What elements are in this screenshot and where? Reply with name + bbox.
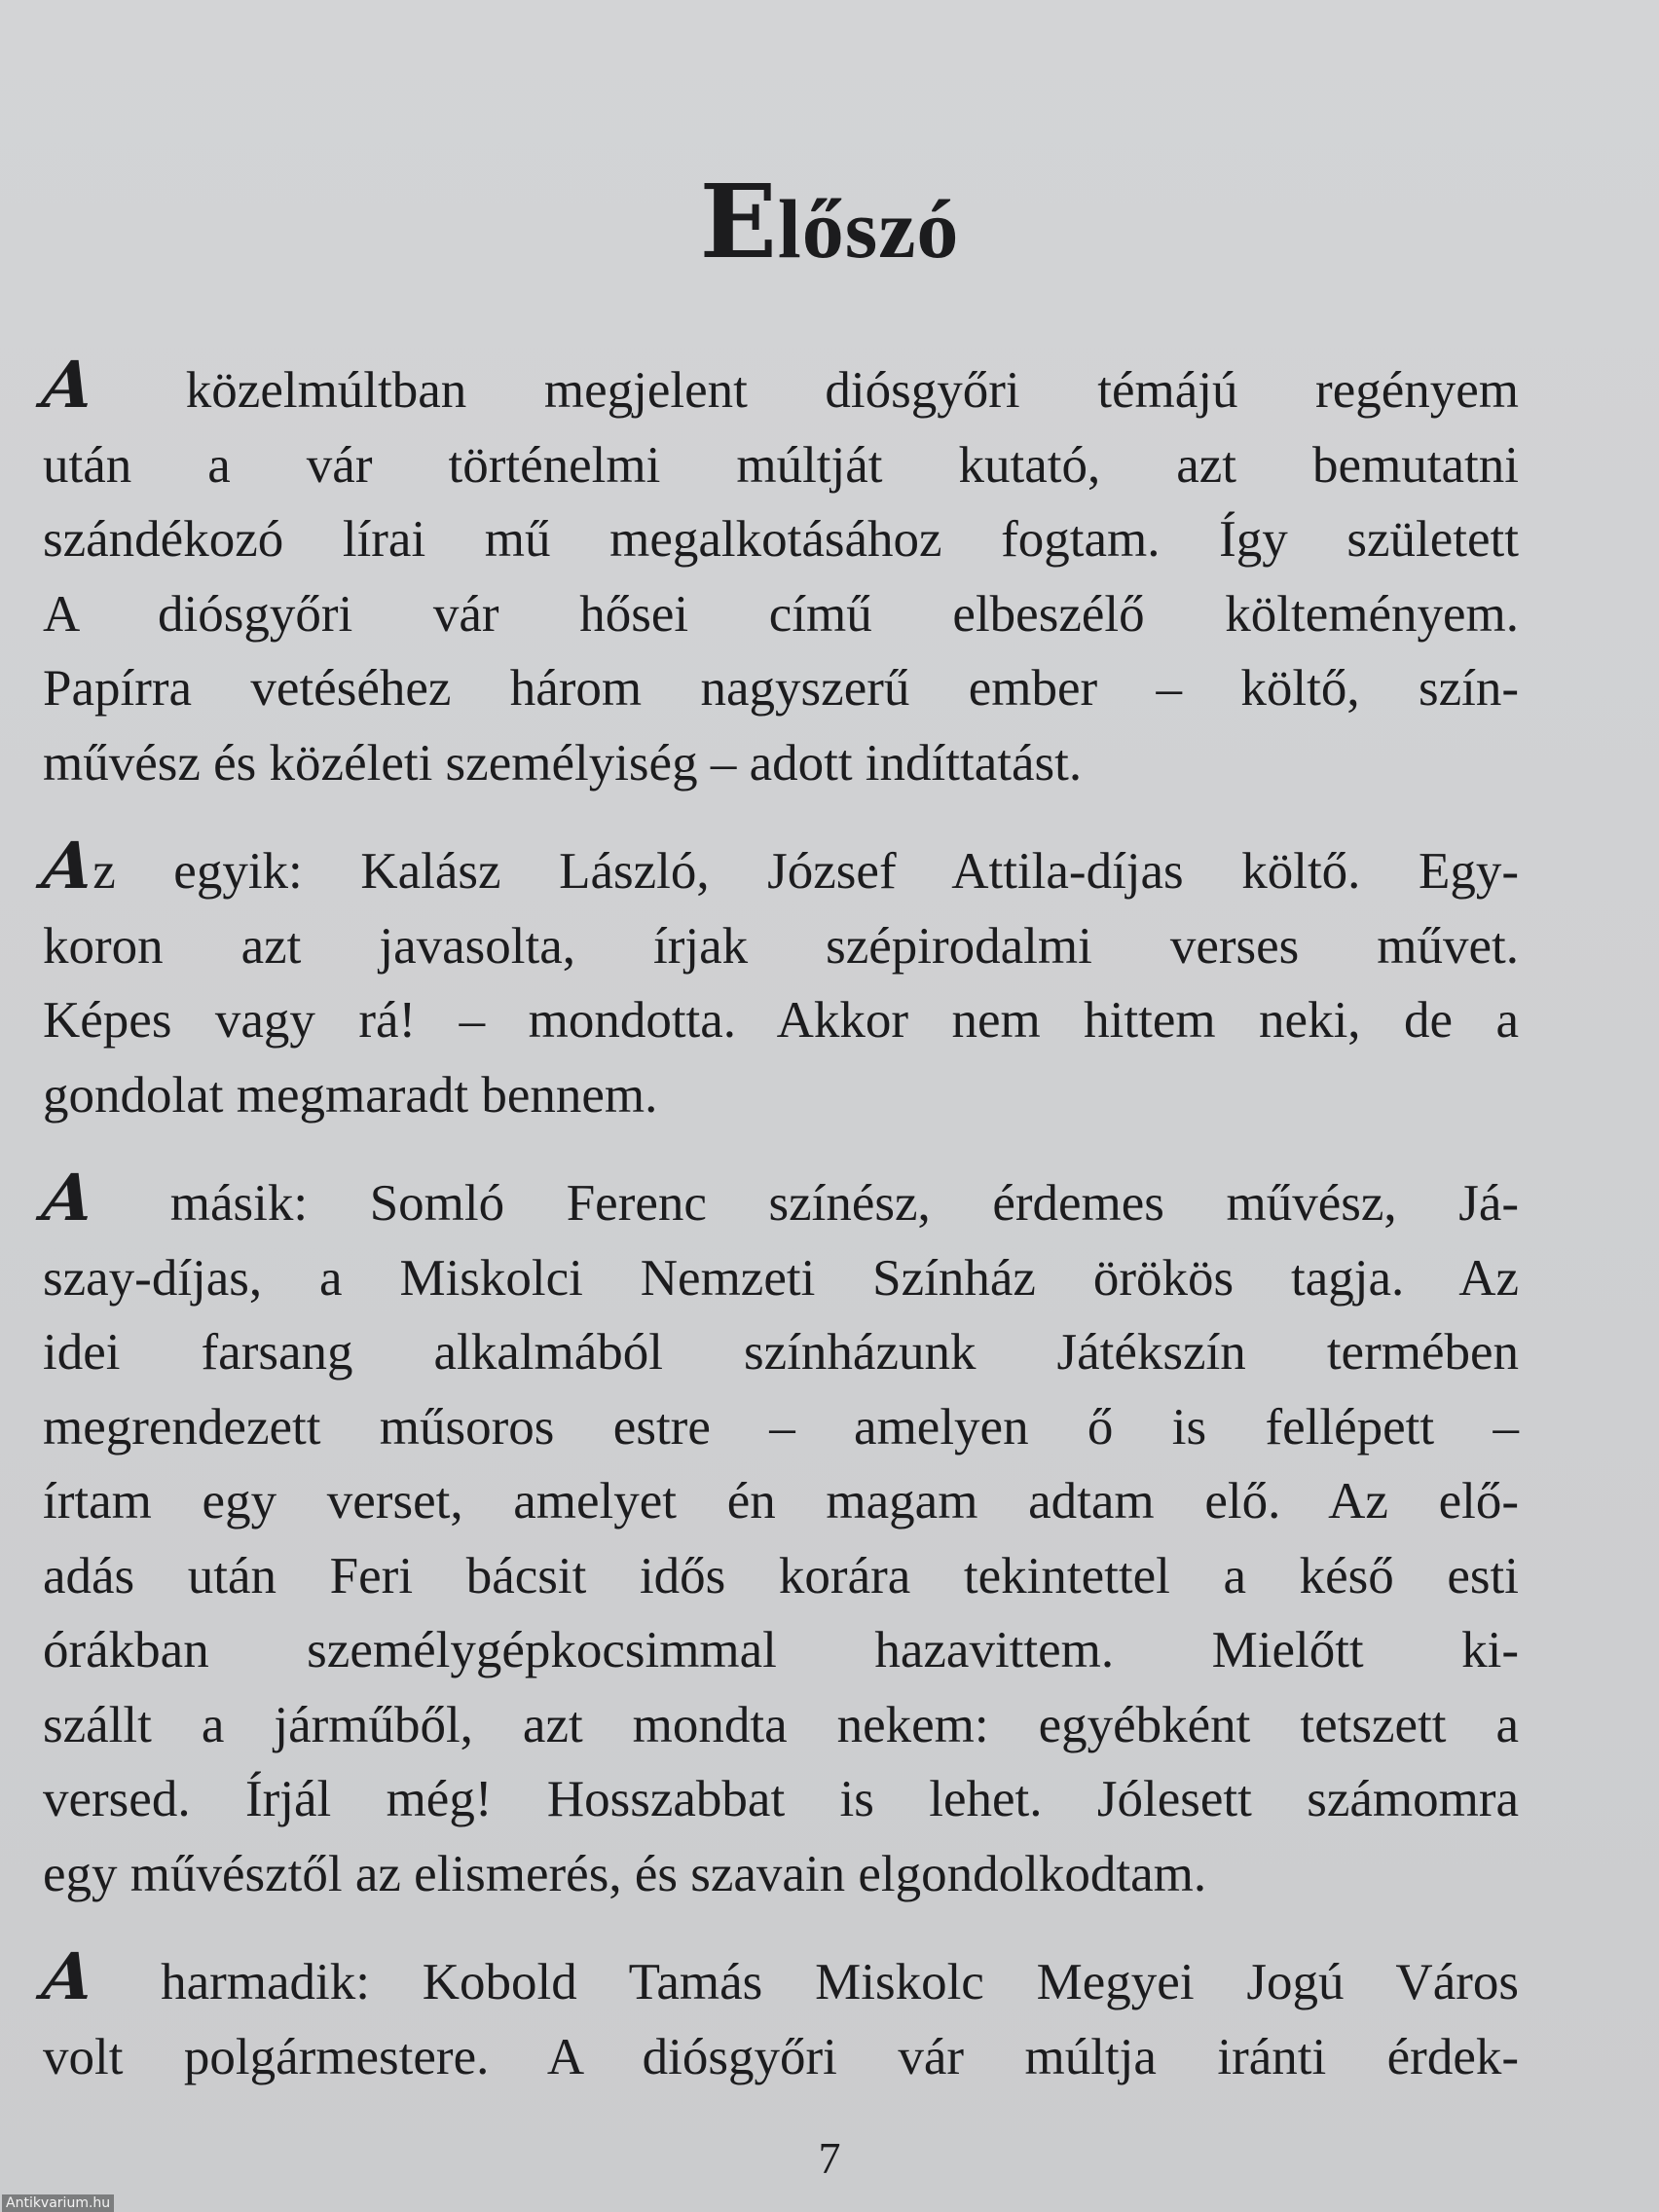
line-text: harmadik: Kobold Tamás Miskolc Megyei Jogú Város	[108, 1954, 1519, 2010]
line-text: z egyik: Kalász László, József Attila-díjas költő. Egy-	[92, 843, 1519, 900]
paragraph-line	[38, 347, 1519, 428]
paragraph-line: A diósgyőri vár hősei című elbeszélő költeményem.	[43, 585, 1519, 643]
paragraph-line: egy művésztől az elismerés, és szavain elgondolkodtam.	[43, 1845, 1207, 1902]
paragraph-line: szállt a járműből, azt mondta nekem: egyébként tetszett a	[43, 1696, 1519, 1753]
paragraph-line: volt polgármestere. A diósgyőri vár múltja iránti érdek-	[43, 2028, 1519, 2085]
title-rest: lőszó	[777, 181, 960, 276]
paragraph-line: idei farsang alkalmából színházunk Játékszín termében	[43, 1324, 1519, 1381]
paragraph-line: szándékozó lírai mű megalkotásához fogtam. Így született	[43, 511, 1519, 568]
drop-cap: A	[38, 828, 97, 903]
page-title	[0, 161, 1659, 281]
paragraph-2	[38, 828, 1519, 1132]
title-initial: E	[699, 161, 778, 281]
paragraph-line: adás után Feri bácsit idős korára tekintettel a késő esti	[43, 1547, 1519, 1604]
paragraph-line: szay-díjas, a Miskolci Nemzeti Színház örökös tagja. Az	[43, 1249, 1519, 1307]
watermark: Antikvarium.hu	[2, 2194, 114, 2212]
page-number: 7	[818, 2133, 841, 2183]
paragraph-4	[38, 1938, 1519, 2094]
paragraph-3	[38, 1160, 1519, 1911]
paragraph-line: koron azt javasolta, írjak szépirodalmi verses művet.	[43, 917, 1519, 975]
paragraph-line	[38, 1938, 1519, 2020]
paragraph-line: megrendezett műsoros estre – amelyen ő is fellépett –	[43, 1398, 1519, 1456]
body-text	[38, 347, 1519, 2127]
drop-cap: A	[38, 1938, 97, 2014]
line-text: közelmúltban megjelent diósgyőri témájú regényem	[108, 362, 1519, 419]
drop-cap: A	[38, 347, 97, 423]
line-text: másik: Somló Ferenc színész, érdemes művész, Já-	[108, 1175, 1519, 1232]
paragraph-line	[38, 828, 1519, 909]
paragraph-1	[38, 347, 1519, 800]
paragraph-line: Papírra vetéséhez három nagyszerű ember – költő, szín-	[43, 660, 1519, 717]
paragraph-line	[38, 1160, 1519, 1241]
paragraph-line: gondolat megmaradt bennem.	[43, 1066, 658, 1124]
paragraph-line: művész és közéleti személyiség – adott indíttatást.	[43, 734, 1083, 792]
paragraph-line: versed. Írjál még! Hosszabbat is lehet. Jólesett számomra	[43, 1771, 1519, 1827]
paragraph-line: órákban személygépkocsimmal hazavittem. Mielőtt ki-	[43, 1622, 1519, 1678]
paragraph-line: után a vár történelmi múltját kutató, azt bemutatni	[43, 436, 1519, 494]
paragraph-line: írtam egy verset, amelyet én magam adtam elő. Az elő-	[43, 1473, 1519, 1530]
drop-cap: A	[38, 1160, 97, 1235]
paragraph-line: Képes vagy rá! – mondotta. Akkor nem hittem neki, de a	[43, 992, 1519, 1049]
